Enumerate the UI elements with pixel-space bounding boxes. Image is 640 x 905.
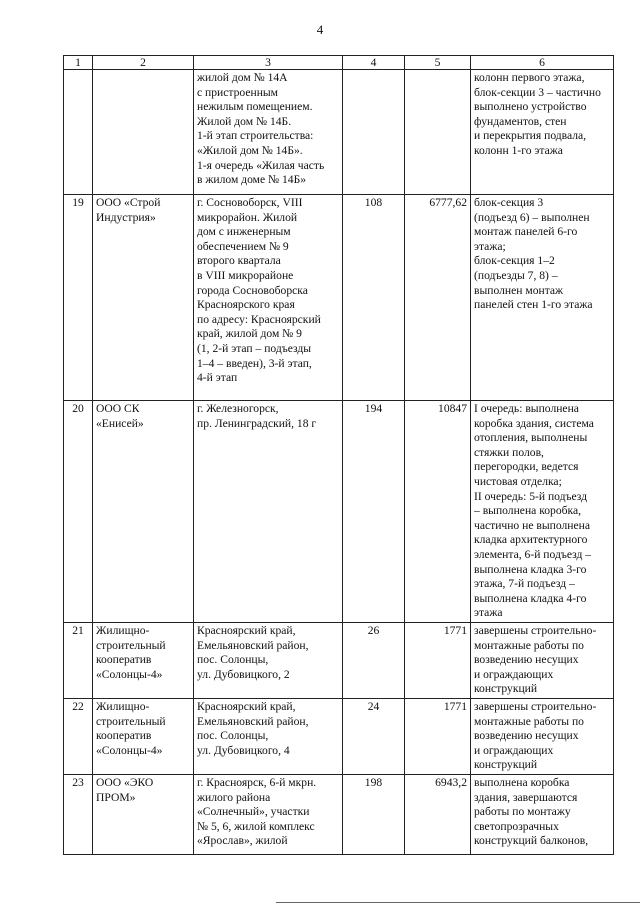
construction-status-cell-line: чистовая отделка; bbox=[474, 474, 562, 488]
object-address-cell-line: (1, 2-й этап – подъезды bbox=[197, 341, 312, 355]
object-address-cell bbox=[194, 195, 343, 401]
construction-status-cell-line: (подъезд 6) – выполнен bbox=[474, 210, 590, 224]
developer-cell bbox=[93, 698, 194, 774]
construction-status-cell-line: выполнен монтаж bbox=[474, 283, 564, 297]
living-area-cell: 6777,62 bbox=[405, 195, 471, 401]
apartments-count-cell bbox=[343, 70, 405, 195]
object-address-cell-line: 1–4 – введен), 3-й этап, bbox=[197, 356, 312, 370]
object-address-cell bbox=[194, 698, 343, 774]
developer-cell-line: «Солонцы-4» bbox=[96, 743, 163, 757]
construction-status-cell-line: блок-секция 3 bbox=[474, 196, 544, 209]
object-address-cell-line: пос. Солонцы, bbox=[197, 653, 269, 667]
developer-cell-line: ПРОМ» bbox=[96, 790, 136, 804]
apartments-count-cell: 194 bbox=[343, 401, 405, 623]
construction-status-cell bbox=[471, 774, 614, 854]
construction-status-cell-line: монтажные работы по bbox=[474, 638, 584, 652]
object-address-cell-line: Емельяновский район, bbox=[197, 714, 309, 728]
object-address-cell-line: с пристроенным bbox=[197, 85, 279, 99]
table-row bbox=[64, 774, 614, 854]
developer-cell bbox=[93, 622, 194, 698]
construction-status-cell-line: I очередь: выполнена bbox=[474, 402, 579, 415]
object-address-cell-line: Емельяновский район, bbox=[197, 638, 309, 652]
construction-status-cell-line: кладка архитектурного bbox=[474, 533, 588, 547]
developer-cell bbox=[93, 70, 194, 195]
construction-status-cell bbox=[471, 698, 614, 774]
construction-status-cell-line: возведению несущих bbox=[474, 653, 579, 667]
object-address-cell-line: в жилом доме № 14Б» bbox=[197, 173, 307, 187]
construction-status-cell-line: возведению несущих bbox=[474, 729, 579, 743]
living-area-cell: 10847 bbox=[405, 401, 471, 623]
row-number-cell: 20 bbox=[64, 401, 93, 623]
developer-cell-line: Индустрия» bbox=[96, 210, 156, 224]
object-address-cell-line: край, жилой дом № 9 bbox=[197, 327, 302, 341]
construction-status-cell-line: конструкций bbox=[474, 682, 538, 696]
column-header-6: 6 bbox=[471, 56, 614, 70]
construction-status-cell-line: выполнена кладка 4-го bbox=[474, 591, 587, 605]
living-area-cell bbox=[405, 70, 471, 195]
developer-cell-line: «Солонцы-4» bbox=[96, 667, 163, 681]
developer-cell-line: ООО «Строй bbox=[96, 196, 161, 209]
column-header-3: 3 bbox=[194, 56, 343, 70]
construction-status-cell-line: этажа, 7-й подъезд – bbox=[474, 577, 575, 591]
object-address-cell-line: пр. Ленинградский, 18 г bbox=[197, 416, 317, 430]
column-header-1: 1 bbox=[64, 56, 93, 70]
apartments-count-cell: 198 bbox=[343, 774, 405, 854]
object-address-cell bbox=[194, 70, 343, 195]
construction-status-cell-line: и перекрытия подвала, bbox=[474, 129, 587, 143]
object-address-cell-line: Красноярский край, bbox=[197, 623, 296, 637]
construction-status-cell bbox=[471, 401, 614, 623]
object-address-cell-line: № 5, 6, жилой комплекс bbox=[197, 819, 315, 833]
construction-status-cell-line: и ограждающих bbox=[474, 743, 554, 757]
developer-cell-line: строительный bbox=[96, 714, 166, 728]
apartments-count-cell: 24 bbox=[343, 698, 405, 774]
object-address-cell-line: по адресу: Красноярский bbox=[197, 312, 321, 326]
object-address-cell-line: жилой дом № 14А bbox=[197, 71, 288, 84]
construction-status-cell-line: конструкций балконов, bbox=[474, 834, 589, 848]
object-address-cell-line: ул. Дубовицкого, 2 bbox=[197, 667, 290, 681]
construction-status-cell-line: этажа bbox=[474, 606, 503, 620]
living-area-cell: 1771 bbox=[405, 698, 471, 774]
object-address-cell-line: пос. Солонцы, bbox=[197, 729, 269, 743]
developer-cell-line: кооператив bbox=[96, 653, 152, 667]
table-header bbox=[64, 56, 614, 70]
construction-status-cell-line: колонн первого этажа, bbox=[474, 71, 585, 84]
object-address-cell-line: Красноярский край, bbox=[197, 699, 296, 713]
construction-status-cell bbox=[471, 195, 614, 401]
construction-status-cell bbox=[471, 70, 614, 195]
row-number-cell: 23 bbox=[64, 774, 93, 854]
developer-cell-line: ООО СК bbox=[96, 402, 140, 415]
construction-status-cell-line: – выполнена коробка, bbox=[474, 504, 582, 518]
developer-cell-line: Жилищно- bbox=[96, 623, 150, 637]
column-header-2: 2 bbox=[93, 56, 194, 70]
living-area-cell: 6943,2 bbox=[405, 774, 471, 854]
object-address-cell-line: Жилой дом № 14Б. bbox=[197, 114, 292, 128]
object-address-cell-line: «Ярослав», жилой bbox=[197, 834, 288, 848]
construction-objects-table bbox=[63, 55, 614, 855]
construction-status-cell-line: панелей стен 1-го этажа bbox=[474, 298, 593, 312]
construction-status-cell-line: монтажные работы по bbox=[474, 714, 584, 728]
construction-status-cell-line: и ограждающих bbox=[474, 667, 554, 681]
row-number-cell bbox=[64, 70, 93, 195]
page-bottom-rule bbox=[276, 902, 640, 903]
construction-status-cell-line: монтаж панелей 6-го bbox=[474, 225, 578, 239]
construction-status-cell-line: работы по монтажу bbox=[474, 805, 571, 819]
construction-status-cell-line: коробка здания, система bbox=[474, 416, 594, 430]
construction-status-cell-line: выполнено устройство bbox=[474, 100, 587, 114]
construction-status-cell-line: элемента, 6-й подъезд – bbox=[474, 547, 592, 561]
construction-status-cell-line: стяжки полов, bbox=[474, 445, 544, 459]
object-address-cell-line: «Жилой дом № 14Б». bbox=[197, 143, 303, 157]
construction-status-cell-line: блок-секции 3 – частично bbox=[474, 85, 601, 99]
developer-cell bbox=[93, 774, 194, 854]
object-address-cell-line: г. Красноярск, 6-й мкрн. bbox=[197, 775, 317, 789]
object-address-cell bbox=[194, 774, 343, 854]
object-address-cell-line: 4-й этап bbox=[197, 371, 238, 385]
construction-status-cell-line: частично не выполнена bbox=[474, 518, 590, 532]
object-address-cell bbox=[194, 622, 343, 698]
object-address-cell-line: дом с инженерным bbox=[197, 225, 291, 239]
construction-status-cell-line: отопления, выполнены bbox=[474, 431, 588, 445]
object-address-cell-line: 1-й этап строительства: bbox=[197, 129, 314, 143]
object-address-cell-line: 1-я очередь «Жилая часть bbox=[197, 158, 325, 172]
construction-status-cell-line: перегородки, ведется bbox=[474, 460, 579, 474]
object-address-cell-line: Красноярского края bbox=[197, 298, 295, 312]
object-address-cell-line: нежилым помещением. bbox=[197, 100, 313, 114]
construction-status-cell-line: светопрозрачных bbox=[474, 819, 559, 833]
developer-cell-line: кооператив bbox=[96, 729, 152, 743]
object-address-cell-line: «Солнечный», участки bbox=[197, 805, 310, 819]
apartments-count-cell: 26 bbox=[343, 622, 405, 698]
construction-status-cell-line: выполнена коробка bbox=[474, 775, 570, 789]
row-number-cell: 19 bbox=[64, 195, 93, 401]
developer-cell bbox=[93, 195, 194, 401]
row-number-cell: 21 bbox=[64, 622, 93, 698]
construction-status-cell-line: II очередь: 5-й подъезд bbox=[474, 489, 588, 503]
apartments-count-cell: 108 bbox=[343, 195, 405, 401]
construction-status-cell-line: выполнена кладка 3-го bbox=[474, 562, 587, 576]
object-address-cell-line: жилого района bbox=[197, 790, 271, 804]
column-header-4: 4 bbox=[343, 56, 405, 70]
developer-cell-line: «Енисей» bbox=[96, 416, 144, 430]
construction-status-cell-line: фундаментов, стен bbox=[474, 114, 567, 128]
construction-status-cell-line: блок-секция 1–2 bbox=[474, 254, 555, 268]
object-address-cell-line: в VIII микрорайоне bbox=[197, 268, 294, 282]
object-address-cell-line: обеспечением № 9 bbox=[197, 239, 289, 253]
object-address-cell-line: г. Железногорск, bbox=[197, 402, 279, 415]
construction-status-cell-line: завершены строительно- bbox=[474, 699, 597, 713]
table-row bbox=[64, 70, 614, 195]
developer-cell bbox=[93, 401, 194, 623]
object-address-cell-line: второго квартала bbox=[197, 254, 281, 268]
developer-cell-line: Жилищно- bbox=[96, 699, 150, 713]
developer-cell-line: ООО «ЭКО bbox=[96, 775, 154, 789]
construction-status-cell-line: этажа; bbox=[474, 239, 506, 253]
object-address-cell-line: г. Сосновоборск, VIII bbox=[197, 196, 303, 209]
living-area-cell: 1771 bbox=[405, 622, 471, 698]
construction-status-cell-line: здания, завершаются bbox=[474, 790, 578, 804]
developer-cell-line: строительный bbox=[96, 638, 166, 652]
object-address-cell-line: города Сосновоборска bbox=[197, 283, 308, 297]
table-body bbox=[64, 70, 614, 855]
object-address-cell-line: микрорайон. Жилой bbox=[197, 210, 298, 224]
table-row bbox=[64, 401, 614, 623]
object-address-cell bbox=[194, 401, 343, 623]
construction-status-cell-line: колонн 1-го этажа bbox=[474, 143, 563, 157]
table-row bbox=[64, 195, 614, 401]
object-address-cell-line: ул. Дубовицкого, 4 bbox=[197, 743, 290, 757]
column-header-5: 5 bbox=[405, 56, 471, 70]
page-number: 4 bbox=[316, 22, 324, 37]
construction-status-cell bbox=[471, 622, 614, 698]
construction-status-cell-line: (подъезды 7, 8) – bbox=[474, 268, 558, 282]
table-row bbox=[64, 698, 614, 774]
construction-status-cell-line: завершены строительно- bbox=[474, 623, 597, 637]
row-number-cell: 22 bbox=[64, 698, 93, 774]
construction-status-cell-line: конструкций bbox=[474, 758, 538, 772]
table-row bbox=[64, 622, 614, 698]
